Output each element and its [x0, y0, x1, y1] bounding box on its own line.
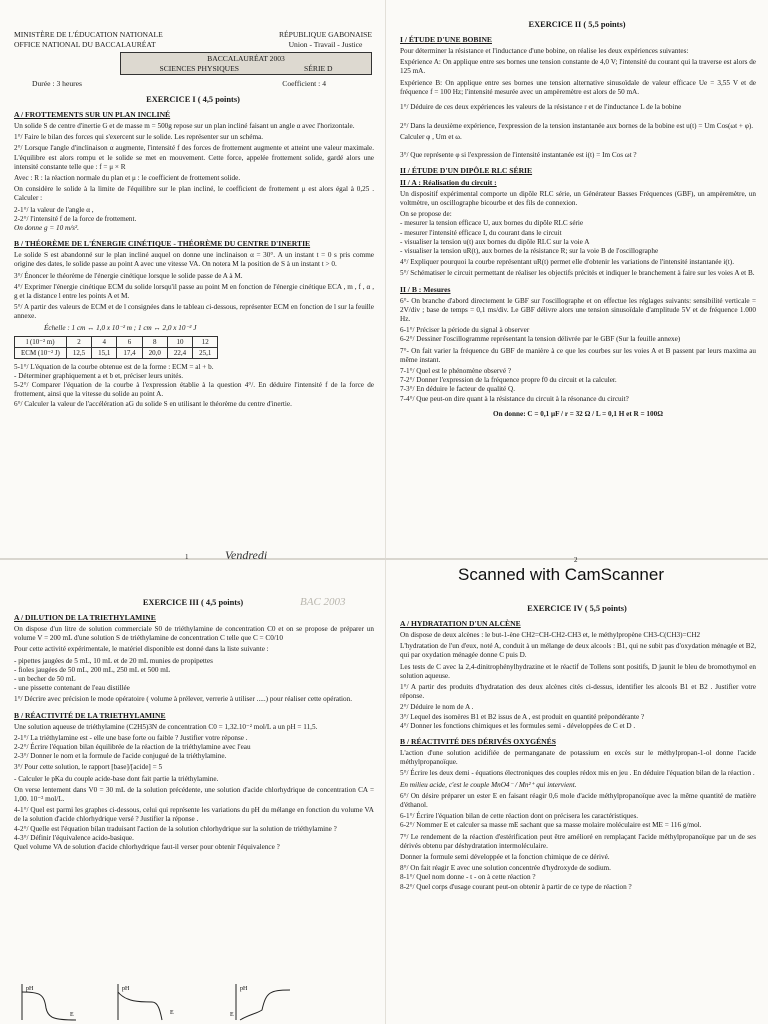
exercise-1-title: EXERCICE I ( 4,5 points)	[146, 95, 240, 104]
ph-graphs	[0, 980, 386, 1024]
table-cell: 12	[193, 336, 218, 347]
table-cell: l (10⁻² m)	[15, 336, 67, 347]
paragraph: On dispose de deux alcènes : le but-1-ène CH2=CH-CH2-CH3 et, le méthylpropène CH3-C(CH3)=CH2	[400, 631, 701, 639]
exercise-3-title: EXERCICE III ( 4,5 points)	[142, 598, 244, 607]
table-cell: 2	[66, 336, 91, 347]
handwritten-signature: Vendredi	[225, 548, 268, 562]
section-2iia-title: II / A : Réalisation du circuit :	[400, 177, 497, 187]
paragraph: On considère le solide à la limite de l'équilibre sur le plan incliné, le coefficient de frottement μ est alors égal à 0,25 . Calculer :	[14, 185, 374, 203]
table-cell: 22,4	[167, 347, 192, 358]
exam-series: SÉRIE D	[304, 63, 333, 73]
question: 5°/ Écrire les deux demi - équations électroniques des couples rédox mis en jeu . En déduire l'équation bilan de la réaction .	[400, 769, 755, 778]
paragraph: On verse lentement dans V0 = 30 mL de la solution précédente, une solution d'acide chlorhydrique de concentration CA = 1,00. 10⁻² mol/L.	[14, 785, 374, 804]
paragraph: Un dispositif expérimental comporte un dipôle RLC série, un Générateur Basses Fréquences (GBF), un ampèremètre, un voltmètre, un oscillographe bicourbe et des fils de connexion.	[400, 189, 756, 208]
section-3a-text	[14, 625, 374, 705]
question: 6°/ On désire préparer un ester E en faisant réagir 0,6 mole d'acide méthylpropanoïque avec la même quantité de matière d'éthanol.	[400, 791, 756, 810]
question: 4°/ Expliquer pourquoi la courbe représentant uR(t) permet elle d'obtenir les variations de l'intensité instantanée i(t).	[400, 258, 734, 267]
section-2ii-title: II / ÉTUDE D'UN DIPÔLE RLC SÉRIE	[400, 165, 533, 175]
question: 1°/ Décrire avec précision le mode opératoire ( volume à prélever, verrerie à utiliser .....) pour réaliser cette opération.	[14, 695, 353, 704]
table-cell: 10	[167, 336, 192, 347]
exam-name: BACCALAURÉAT 2003	[207, 54, 285, 63]
exercise-2-title: EXERCICE II ( 5,5 points)	[528, 20, 626, 29]
graph-2	[118, 984, 174, 1020]
list-item: - mesurer la tension efficace U, aux bornes du dipôle RLC série	[400, 219, 584, 228]
paragraph: Expérience A: On applique entre ses bornes une tension constante de 4,0 V; l'intensité du courant qui la traverse est alors de 125 mA.	[400, 58, 756, 76]
paragraph: 7°- On fait varier la fréquence du GBF de manière à ce que les courbes sur les voies A et B passent par leurs maxima au même instant.	[400, 346, 756, 364]
question: 3°/ Pour cette solution, le rapport [base]/[acide] = 5	[14, 763, 163, 772]
table-row	[15, 336, 218, 347]
section-3b-title: B / RÉACTIVITÉ DE LA TRIETHYLAMINE	[14, 710, 166, 720]
paragraph: L'hydratation de l'un d'eux, noté A, conduit à un mélange de deux alcools : B1, qui ne subit pas d'oxydation ménagée et B2, qui par oxydation ménagée donne C puis D.	[400, 642, 756, 660]
paragraph: Les tests de C avec la 2,4-dinitrophénylhydrazine et le réactif de Tollens sont positifs, D jaunit le bleu de bromothymol en solution aqueuse.	[400, 662, 756, 680]
page-number: 2	[574, 556, 578, 564]
paragraph: On dispose d'un litre de solution commerciale S0 de triéthylamine de concentration C0 et on se propose de préparer un volume V = 200 mL d'une solution S de triéthylamine de concentration C telle que C = C0/10	[14, 625, 374, 643]
question: 5°/ Schématiser le circuit permettant de réaliser les objectifs précités et indiquer le branchement à faire sur les voies A et B.	[400, 269, 755, 278]
question: 6-1°/ Écrire l'équation bilan de cette réaction dont on précisera les caractéristiques.	[400, 812, 639, 821]
question: 5-1°/ L'équation de la courbe obtenue est de la forme : ECM = al + b.	[14, 362, 214, 371]
question: 8°/ On fait réagir E avec une solution concentrée d'hydroxyde de sodium.	[400, 864, 611, 873]
question: - Déterminer graphiquement a et b et, préciser leurs unités.	[14, 372, 184, 381]
exam-box	[120, 52, 372, 75]
paragraph: Une solution aqueuse de triéthylamine (C2H5)3N de concentration C0 = 1,32.10⁻² mol/L a un pH = 11,5.	[14, 722, 318, 731]
page-number: 1	[185, 553, 189, 561]
question: 4-3°/ Définir l'équivalence acido-basique.	[14, 833, 134, 842]
question: 6-2°/ Nommer E et calculer sa masse mE sachant que sa masse molaire moléculaire est ME = 116 g/mol.	[400, 821, 702, 830]
section-2iia-text	[400, 190, 756, 279]
paragraph: Pour cette activité expérimentale, le matériel disponible est donné dans la liste suivante :	[14, 645, 269, 654]
section-2iib-text	[400, 297, 756, 419]
motto: Union - Travail - Justice	[288, 40, 363, 49]
graph-y-label: pH	[240, 986, 248, 992]
exam-duration: Durée : 3 heures	[32, 79, 82, 88]
question: 4°/ Donner les fonctions chimiques et les formules semi - développées de C et D .	[400, 721, 636, 730]
question: 2°/ Déduire le nom de A .	[400, 703, 474, 712]
table-cell: 20,0	[142, 347, 167, 358]
question: 7-1°/ Quel est le phénomène observé ?	[400, 367, 512, 376]
section-2i-title: I / ÉTUDE D'UNE BOBINE	[400, 35, 492, 44]
table-cell: 17,4	[117, 347, 142, 358]
graph-e-label: E	[70, 1012, 74, 1018]
paragraph: 6°- On branche d'abord directement le GBF sur l'oscillographe et on effectue les réglages suivants: sensibilité verticale = 2V/div ; base de temps = 0,1 ms/div. Le GBF délivre alors une tension sinusoïdale d'amplitude 5V et de fréquence 1.000 Hz.	[400, 296, 756, 324]
section-1a-title: A / FROTTEMENTS SUR UN PLAN INCLINÉ	[14, 110, 171, 119]
question: 6-2°/ Dessiner l'oscillogramme représentant la tension délivrée par le GBF (Sur la feuille annexe)	[400, 335, 681, 344]
camscanner-watermark: Scanned with CamScanner	[458, 565, 665, 584]
question: 7-4°/ Que peut-on dire quant à la résistance du circuit à la résonance du circuit?	[400, 394, 629, 403]
question: 3°/ Lequel des isomères B1 et B2 issus de A , est produit en quantité prépondérante ?	[400, 712, 645, 721]
table-cell: 6	[117, 336, 142, 347]
paragraph: Le solide S est abandonné sur le plan incliné auquel on donne une inclinaison α = 30°. A un instant t = 0 s pris comme origine des dates, le solide passe au point A avec une vitesse VA. On notera M la position de S à un instant t > 0.	[14, 251, 374, 269]
table-cell: ECM (10⁻² J)	[15, 347, 67, 358]
question: 4°/ Exprimer l'énergie cinétique ECM du solide lorsqu'il passe au point M en fonction de l'énergie cinétique ECA , m , f , α , g et la distance l entre les points A et M.	[14, 282, 374, 301]
paragraph: Expérience B: On applique entre ses bornes une tension alternative sinusoïdale de valeur efficace Ue = 3,55 V et de fréquence f = 100 Hz; l'intensité mesurée avec un ampèremètre est alors de 50 mA.	[400, 78, 756, 96]
paragraph: Pour déterminer la résistance et l'inductance d'une bobine, on réalise les deux expériences suivantes:	[400, 47, 689, 55]
table-cell: 25,1	[193, 347, 218, 358]
question: 2°/ Dans la deuxième expérience, l'expression de la tension instantanée aux bornes de la bobine est u(t) = Um Cos(ωt + φ).	[400, 122, 754, 131]
list-item: - un becher de 50 mL	[14, 675, 76, 684]
section-2iib-title: II / B : Mesures	[400, 284, 451, 294]
section-4b-text	[400, 749, 756, 892]
paragraph: Un solide S de centre d'inertie G et de masse m = 500g repose sur un plan incliné faisant un angle α avec l'horizontale.	[14, 122, 355, 130]
table-row	[15, 347, 218, 358]
paragraph: Avec : R : la réaction normale du plan et μ : le coefficient de frottement solide.	[14, 174, 241, 183]
question: 2-1°/ la valeur de l'angle α ,	[14, 205, 94, 214]
page-exercise-4	[386, 560, 768, 1024]
table-cell: 4	[92, 336, 117, 347]
table-cell: 12,5	[66, 347, 91, 358]
question: Calculer φ , Um et ω.	[400, 133, 462, 142]
list-item: - pipettes jaugées de 5 mL, 10 mL et de 20 mL munies de propipettes	[14, 656, 213, 665]
list-item: - fioles jaugées de 50 mL, 200 mL, 250 mL et 500 mL	[14, 665, 171, 674]
section-3a-title: A / DILUTION DE LA TRIETHYLAMINE	[14, 613, 156, 622]
section-1b-text	[14, 251, 374, 333]
section-4a-text	[400, 631, 756, 731]
question: 2-2°/ Écrire l'équation bilan équilibrée de la réaction de la triéthylamine avec l'eau	[14, 743, 251, 752]
question: Donner la formule semi développée et la fonction chimique de ce dérivé.	[400, 853, 610, 862]
table-cell: 15,1	[92, 347, 117, 358]
given-data: On donne: C = 0,1 μF / r = 32 Ω / L = 0,1 H et R = 100Ω	[493, 409, 663, 418]
question: 5°/ A partir des valeurs de ECM et de l consignées dans le tableau ci-dessous, représenter ECM en fonction de l sur la feuille annexe.	[14, 303, 374, 321]
section-1b-questions	[14, 363, 374, 409]
question: 3°/ Que représente φ si l'expression de l'intensité instantanée est i(t) = Im Cos ωt ?	[400, 150, 637, 159]
list-item: - mesurer l'intensité efficace I, du courant dans le circuit	[400, 228, 562, 237]
question: 4-1°/ Quel est parmi les graphes ci-dessous, celui qui représente les variations du pH du mélange en fonction du volume VA de la solution d'acide chlorhydrique versé ? Justifier la réponse .	[14, 806, 374, 824]
graph-e-label: E	[170, 1010, 174, 1016]
question: 4-2°/ Quelle est l'équation bilan traduisant l'action de la solution chlorhydrique sur la solution de triéthylamine ?	[14, 824, 337, 833]
question: 7°/ Le rendement de la réaction d'estérification peut être amélioré en remplaçant l'acide méthylpropanoïque par un de ses dérivés obtenu par déshydratation intermoléculaire.	[400, 832, 756, 850]
paragraph: On se propose de:	[400, 210, 452, 219]
question: 5-2°/ Comparer l'équation de la courbe à l'expression établie à la question 4°/. En déduire l'intensité f de la force de frottement, ainsi que la vitesse du solide au point A.	[14, 381, 374, 399]
graph-1	[22, 984, 76, 1020]
question: 8-1°/ Quel nom donne - t - on à cette réaction ?	[400, 873, 536, 882]
question: 2-2°/ l'intensité f de la force de frottement.	[14, 214, 137, 223]
data-table	[14, 336, 218, 359]
republic-name: RÉPUBLIQUE GABONAISE	[278, 30, 372, 39]
page-exercise-1	[0, 0, 386, 560]
ministry-name: MINISTÈRE DE L'ÉDUCATION NATIONALE	[14, 30, 163, 39]
question: - Calculer le pKa du couple acide-base dont fait partie la triéthylamine.	[14, 774, 219, 783]
graph-y-label: pH	[26, 986, 34, 992]
exam-header	[14, 30, 372, 50]
question: 2-1°/ La triéthylamine est - elle une base forte ou faible ? Justifier votre réponse .	[14, 733, 248, 742]
question: 1°/ Déduire de ces deux expériences les valeurs de la résistance r et de l'inductance L de la bobine	[400, 103, 682, 112]
section-1b-title: B / THÉORÈME DE L'ÉNERGIE CINÉTIQUE - THÉORÈME DU CENTRE D'INERTIE	[14, 239, 311, 249]
question: 1°/ A partir des produits d'hydratation des deux alcènes cités ci-dessus, identifier les alcools B1 et B2 . Justifier votre réponse.	[400, 683, 756, 701]
given-data: On donne g = 10 m/s².	[14, 224, 79, 233]
section-4a-title: A / HYDRATATION D'UN ALCÈNE	[400, 619, 521, 628]
list-item: - visualiser la tension u(t) aux bornes du dipôle RLC sur la voie A	[400, 237, 590, 246]
graph-e-label: E	[230, 1012, 234, 1018]
question: 2-3°/ Donner le nom et la formule de l'acide conjugué de la triéthylamine.	[14, 752, 227, 761]
office-name: OFFICE NATIONAL DU BACCALAURÉAT	[14, 40, 156, 49]
list-item: - visualiser la tension uR(t), aux bornes de la résistance R; sur la voie B de l'oscillographe	[400, 247, 659, 256]
exam-coefficient: Coefficient : 4	[282, 79, 326, 88]
table-cell: 8	[142, 336, 167, 347]
question: 7-2°/ Donner l'expression de la fréquence propre f0 du circuit et la calculer.	[400, 376, 617, 385]
paragraph: L'action d'une solution acidifiée de permanganate de potassium en excès sur le méthylpropan-1-ol donne l'acide méthylpropanoïque.	[400, 749, 756, 767]
paragraph: En milieu acide, c'est le couple MnO4⁻ / Mn²⁺ qui intervient.	[400, 780, 577, 789]
scale: Échelle : 1 cm ↔ 1,0 x 10⁻² m ; 1 cm ↔ 2,0 x 10⁻² J	[44, 323, 197, 332]
exam-subject: SCIENCES PHYSIQUES	[159, 63, 240, 73]
section-3b-text	[14, 723, 374, 853]
question: 2°/ Lorsque l'angle d'inclinaison α augmente, l'intensité f des forces de frottement augmente et atteint une valeur maximale. L'équilibre est alors rompu et le solide se met en mouvement. Cette force, appelée frottement solide, gardé alors une intensité constante telle que : f = μ × R	[14, 144, 374, 171]
question: 6°/ Calculer la valeur de l'accélération aG du solide S en utilisant le théorème du centre d'inertie.	[14, 399, 292, 408]
section-4b-title: B / RÉACTIVITÉ DES DÉRIVÉS OXYGÉNÉS	[400, 737, 556, 747]
page-exercise-2	[386, 0, 768, 560]
question: Quel volume VA de solution d'acide chlorhydrique faut-il verser pour obtenir l'équivalence ?	[14, 843, 280, 852]
question: 1°/ Faire le bilan des forces qui s'exercent sur le solide. Les représenter sur un schéma.	[14, 133, 264, 142]
section-2i-text	[400, 47, 756, 160]
question: 8-2°/ Quel corps d'usage courant peut-on obtenir à partir de ce type de réaction ?	[400, 882, 632, 891]
list-item: - une pissette contenant de l'eau distillée	[14, 684, 130, 693]
question: 7-3°/ En déduire le facteur de qualité Q.	[400, 385, 516, 394]
bac-stamp: BAC 2003	[300, 596, 346, 608]
graph-3	[230, 984, 290, 1020]
question: 6-1°/ Préciser la période du signal à observer	[400, 326, 530, 335]
graph-y-label: pH	[122, 986, 130, 992]
page-exercise-3	[0, 560, 386, 1024]
question: 3°/ Énoncer le théorème de l'énergie cinétique lorsque le solide passe de A à M.	[14, 271, 243, 280]
exercise-4-title: EXERCICE IV ( 5,5 points)	[527, 604, 627, 613]
section-1a-text	[14, 122, 374, 233]
